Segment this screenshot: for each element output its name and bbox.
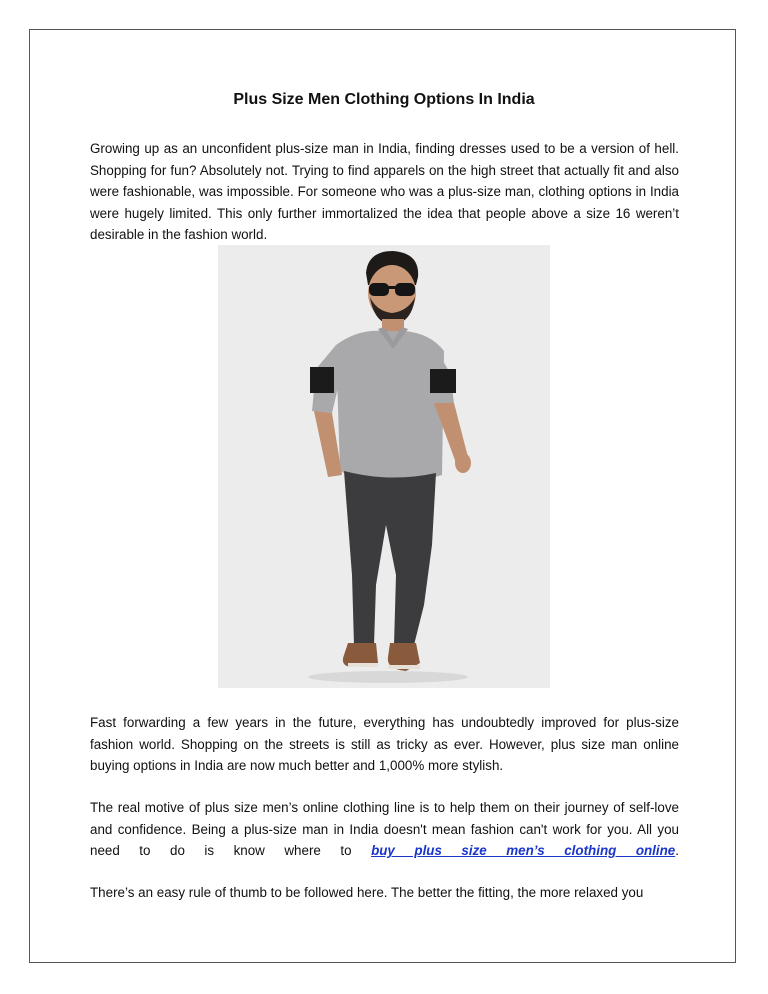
man-in-grey-polo-illustration — [218, 245, 550, 688]
paragraph-motive — [90, 797, 679, 862]
buy-clothing-online-link[interactable]: buy plus size men’s clothing online — [371, 843, 676, 858]
paragraph-intro: Growing up as an unconfident plus-size man in India, finding dresses used to be a version of hell. Shopping for fun? Absolutely not. Trying to find apparels on the high street that actually fit and also were fashionable, was impossible. For someone who was a plus-size man, clothing options in India were hugely limited. This only further immortalized the idea that people above a size 16 weren’t desirable in the fashion world. — [90, 141, 679, 242]
motive-end: . — [675, 843, 679, 858]
paragraph-fast-forward: Fast forwarding a few years in the future, everything has undoubtedly improved for plus-size fashion world. Shopping on the streets is still as tricky as ever. However, plus size man online buying options in India are now much better and 1,000% more stylish. — [90, 715, 679, 773]
paragraph-rule: There’s an easy rule of thumb to be followed here. The better the fitting, the more relaxed you — [90, 885, 644, 900]
document-title: Plus Size Men Clothing Options In India — [233, 91, 535, 108]
model-photo — [218, 245, 550, 688]
motive-text: The real motive of plus size men’s online clothing line is to help them on their journey of self-love and confidence. Being a plus-size man in India doesn't mean fashion can't work for you. All you need to do is know where to — [90, 800, 679, 858]
